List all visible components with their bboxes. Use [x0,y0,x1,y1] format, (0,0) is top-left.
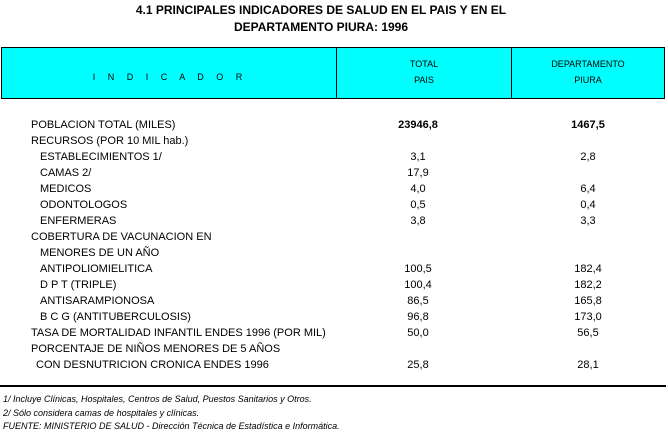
cell-total-pais: 4,0 [410,183,426,195]
row-label: RECURSOS (POR 10 MIL hab.) [31,135,189,147]
cell-total-pais: 0,5 [410,199,426,211]
cell-total-pais: 100,4 [404,279,432,291]
row-label: ANTISARAMPIONOSA [40,295,155,307]
row-label: CON DESNUTRICION CRONICA ENDES 1996 [36,359,269,371]
row-label: D P T (TRIPLE) [40,279,117,291]
table-header [1,47,665,99]
row-label: B C G (ANTITUBERCULOSIS) [40,311,191,323]
cell-total-pais: 50,0 [407,327,429,339]
cell-total-pais: 96,8 [407,311,429,323]
cell-total-pais: 100,5 [404,263,432,275]
cell-total-pais: 3,8 [410,215,426,227]
footnote-1: 1/ Incluye Clínicas, Hospitales, Centros de Salud, Puestos Sanitarios y Otros. [3,394,312,404]
cell-departamento: 28,1 [577,359,599,371]
cell-departamento: 56,5 [577,327,599,339]
row-label: MEDICOS [40,183,92,195]
cell-total-pais: 23946,8 [398,119,438,131]
header-total-pais-line2: PAIS [414,75,434,85]
row-label: TASA DE MORTALIDAD INFANTIL ENDES 1996 (POR MIL) [31,327,326,339]
row-label: ANTIPOLIOMIELITICA [40,263,153,275]
header-departamento-line1: DEPARTAMENTO [551,59,625,69]
row-label: COBERTURA DE VACUNACION EN [31,231,212,243]
cell-departamento: 165,8 [574,295,602,307]
cell-departamento: 182,4 [574,263,602,275]
header-total-pais [337,56,511,88]
table-title-line1: 4.1 PRINCIPALES INDICADORES DE SALUD EN EL PAIS Y EN EL [135,3,507,17]
row-label: MENORES DE UN AÑO [40,247,160,259]
row-label: ESTABLECIMIENTOS 1/ [40,151,162,163]
row-label: ODONTOLOGOS [40,199,128,211]
cell-departamento: 1467,5 [571,119,605,131]
cell-departamento: 182,2 [574,279,602,291]
row-label: PORCENTAJE DE NIÑOS MENORES DE 5 AÑOS [31,343,281,355]
row-label: CAMAS 2/ [40,167,92,179]
bottom-rule [0,385,666,387]
cell-total-pais: 3,1 [410,151,426,163]
cell-departamento: 0,4 [580,199,596,211]
cell-departamento: 6,4 [580,183,596,195]
footnote-2: 2/ Sólo considera camas de hospitales y clínicas. [3,408,200,418]
cell-total-pais: 17,9 [407,167,429,179]
header-departamento-line2: PIURA [574,75,602,85]
row-label: ENFERMERAS [40,215,117,227]
header-total-pais-line1: TOTAL [409,59,439,69]
cell-departamento: 173,0 [574,311,602,323]
cell-departamento: 3,3 [580,215,596,227]
table-title-line2: DEPARTAMENTO PIURA: 1996 [233,20,409,34]
header-departamento-piura [512,56,664,88]
source-note: FUENTE: MINISTERIO DE SALUD - Dirección Técnica de Estadística e Informática. [3,421,340,431]
cell-total-pais: 86,5 [407,295,429,307]
cell-departamento: 2,8 [580,151,596,163]
header-indicador: I N D I C A D O R [92,72,248,82]
cell-total-pais: 25,8 [407,359,429,371]
row-label: POBLACION TOTAL (MILES) [31,119,176,131]
